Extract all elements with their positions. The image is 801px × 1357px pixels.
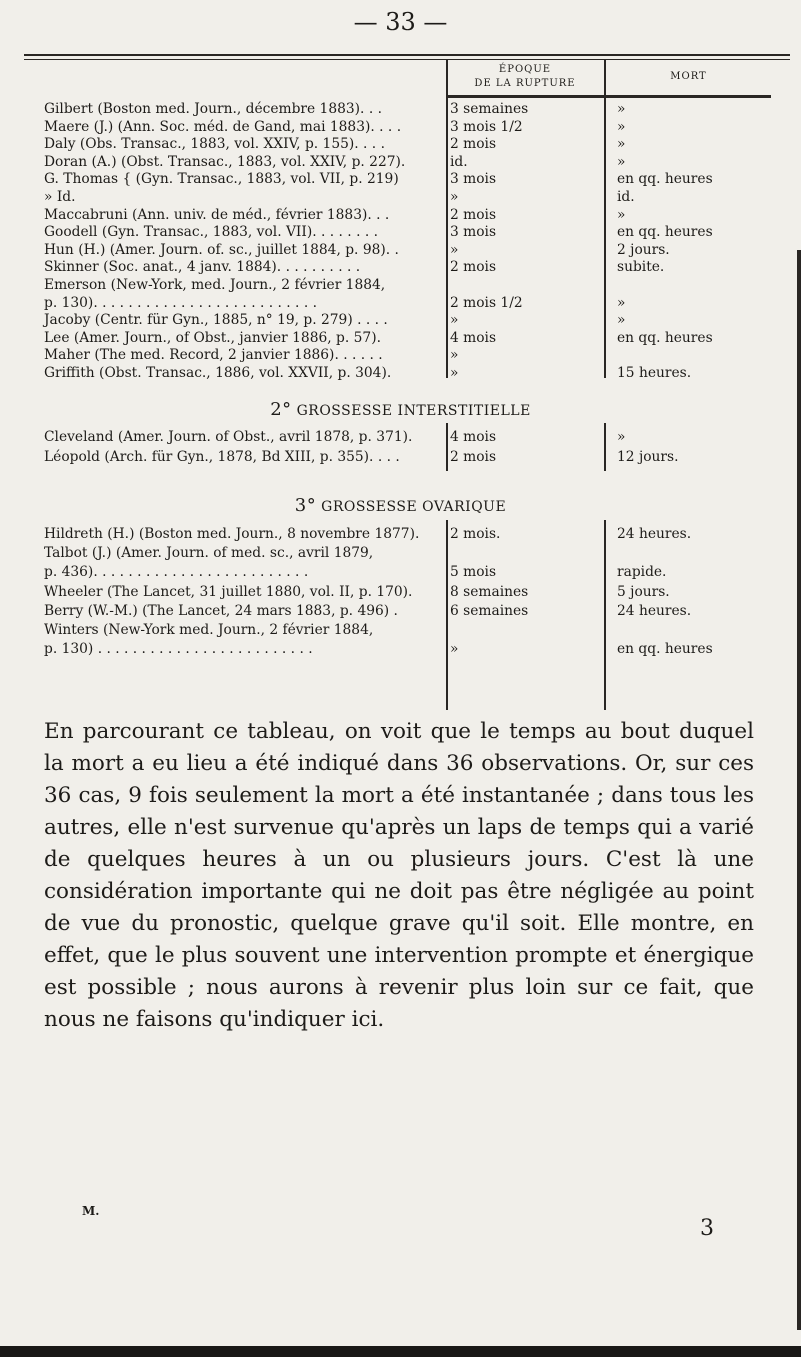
signature-mark: M.: [82, 1204, 100, 1218]
epoque-cell: 3 semaines: [450, 101, 529, 117]
section-title: GROSSESSE OVARIQUE: [321, 499, 507, 515]
mort-cell: 5 jours.: [617, 583, 670, 600]
source-cell: Hildreth (H.) (Boston med. Journ., 8 novembre 1877).: [44, 526, 420, 542]
epoque-cell: »: [450, 189, 459, 205]
mort-cell: »: [617, 429, 626, 445]
source-cell: Wheeler (The Lancet, 31 juillet 1880, vol. II, p. 170).: [44, 583, 413, 600]
epoque-cell: »: [450, 641, 459, 658]
section-heading: [0, 495, 801, 516]
source-cell: Gilbert (Boston med. Journ., décembre 1883). . .: [44, 101, 382, 117]
epoque-cell: 2 mois: [450, 449, 497, 465]
source-cell: Talbot (J.) (Amer. Journ. of med. sc., avril 1879,: [44, 545, 374, 562]
epoque-cell: 8 semaines: [450, 583, 529, 600]
source-cell: Berry (W.-M.) (The Lancet, 24 mars 1883, p. 496) .: [44, 602, 398, 619]
source-cell: Jacoby (Centr. für Gyn., 1885, n° 19, p. 279) . . . .: [44, 312, 388, 329]
epoque-cell: 6 semaines: [450, 602, 529, 619]
table-row: [0, 446, 801, 468]
mort-cell: subite.: [617, 259, 665, 276]
mort-cell: »: [617, 206, 626, 223]
top-rule-thin: [24, 59, 790, 60]
mort-cell: id.: [617, 189, 635, 205]
epoque-cell: 2 mois: [450, 259, 497, 276]
source-cell: p. 130). . . . . . . . . . . . . . . . . . . . . . . . . .: [44, 294, 317, 311]
header-mort: MORT: [670, 71, 707, 82]
mort-cell: »: [617, 101, 626, 117]
source-cell: Griffith (Obst. Transac., 1886, vol. XXVII, p. 304).: [44, 365, 392, 381]
epoque-cell: »: [450, 347, 459, 364]
source-cell: p. 130) . . . . . . . . . . . . . . . . . . . . . . . . .: [44, 641, 313, 658]
scan-bottom-edge: [0, 1346, 801, 1357]
mort-cell: 12 jours.: [617, 449, 679, 465]
mort-cell: »: [617, 312, 626, 329]
mort-cell: »: [617, 153, 626, 170]
section-title: GROSSESSE INTERSTITIELLE: [296, 403, 531, 419]
source-cell: Maere (J.) (Ann. Soc. méd. de Gand, mai 1883). . . .: [44, 118, 402, 135]
table-row: [0, 426, 801, 448]
table-row: [0, 638, 801, 660]
mort-cell: 2 jours.: [617, 241, 670, 258]
source-cell: p. 436). . . . . . . . . . . . . . . . . . . . . . . . .: [44, 564, 309, 581]
mort-cell: en qq. heures: [617, 329, 713, 346]
section-heading: [0, 399, 801, 420]
epoque-cell: 3 mois: [450, 171, 497, 188]
epoque-cell: 2 mois: [450, 136, 497, 153]
source-cell: G. Thomas { (Gyn. Transac., 1883, vol. VII, p. 219): [44, 171, 399, 188]
page-number: — 33 —: [353, 8, 448, 36]
epoque-cell: 4 mois: [450, 429, 497, 445]
header-epoque-line2: DE LA RUPTURE: [474, 78, 576, 89]
epoque-cell: 4 mois: [450, 329, 497, 346]
source-cell: Maher (The med. Record, 2 janvier 1886). . . . . .: [44, 347, 383, 364]
mort-cell: 24 heures.: [617, 526, 692, 542]
epoque-cell: id.: [450, 153, 468, 170]
epoque-cell: 5 mois: [450, 564, 497, 581]
source-cell: Maccabruni (Ann. univ. de méd., février 1883). . .: [44, 206, 390, 223]
table-row: [0, 362, 801, 384]
source-cell: Doran (A.) (Obst. Transac., 1883, vol. XXIV, p. 227).: [44, 153, 406, 170]
source-cell: Goodell (Gyn. Transac., 1883, vol. VII). . . . . . . .: [44, 224, 378, 241]
mort-cell: rapide.: [617, 564, 667, 581]
epoque-cell: 3 mois 1/2: [450, 118, 523, 135]
source-cell: Winters (New-York med. Journ., 2 février 1884,: [44, 622, 374, 638]
source-cell: Skinner (Soc. anat., 4 janv. 1884). . . . . . . . . .: [44, 259, 361, 276]
source-cell: Léopold (Arch. für Gyn., 1878, Bd XIII, p. 355). . . .: [44, 449, 400, 465]
mort-cell: en qq. heures: [617, 224, 713, 241]
mort-cell: en qq. heures: [617, 171, 713, 188]
source-cell: Lee (Amer. Journ., of Obst., janvier 1886, p. 57).: [44, 329, 381, 346]
top-rule: [24, 54, 790, 56]
source-cell: Cleveland (Amer. Journ. of Obst., avril 1878, p. 371).: [44, 429, 413, 445]
source-cell: Emerson (New-York, med. Journ., 2 février 1884,: [44, 277, 386, 293]
section-number: 3°: [294, 495, 317, 516]
header-epoque: ÉPOQUE: [498, 64, 552, 75]
section-number: 2°: [270, 399, 292, 420]
epoque-cell: »: [450, 365, 459, 381]
source-cell: Daly (Obs. Transac., 1883, vol. XXIV, p. 155). . . .: [44, 136, 385, 153]
sheet-number: 3: [700, 1216, 714, 1241]
mort-cell: 24 heures.: [617, 602, 692, 619]
mort-cell: »: [617, 136, 626, 153]
body-paragraph: En parcourant ce tableau, on voit que le temps au bout duquel la mort a eu lieu a été indiqué dans 36 observations. Or, sur ces 36 cas, 9 fois seulement la mort a été instantanée ; dans tous les autres, elle n'est survenue qu'après un laps de temps qui a varié de quelques heures à un ou plusieurs jours. C'est là une considération importante qui ne doit pas être négligée au point de vue du pronostic, quelque grave qu'il soit. Elle montre, en effet, que le plus souvent une intervention prompte et énergique est possible ; nous aurons à revenir plus loin sur ce fait, que nous ne faisons qu'indiquer ici.: [44, 719, 754, 1032]
epoque-cell: 2 mois: [450, 206, 497, 223]
epoque-cell: 2 mois 1/2: [450, 294, 523, 311]
page-edge: [797, 250, 801, 1330]
epoque-cell: »: [450, 312, 459, 329]
source-cell: Hun (H.) (Amer. Journ. of. sc., juillet 1884, p. 98). .: [44, 241, 399, 258]
epoque-cell: 3 mois: [450, 224, 497, 241]
mort-cell: »: [617, 294, 626, 311]
mort-cell: en qq. heures: [617, 641, 713, 658]
epoque-cell: 2 mois.: [450, 526, 501, 542]
mort-cell: »: [617, 118, 626, 135]
mort-cell: 15 heures.: [617, 365, 692, 381]
source-cell: » Id.: [44, 189, 76, 205]
epoque-cell: »: [450, 241, 459, 258]
